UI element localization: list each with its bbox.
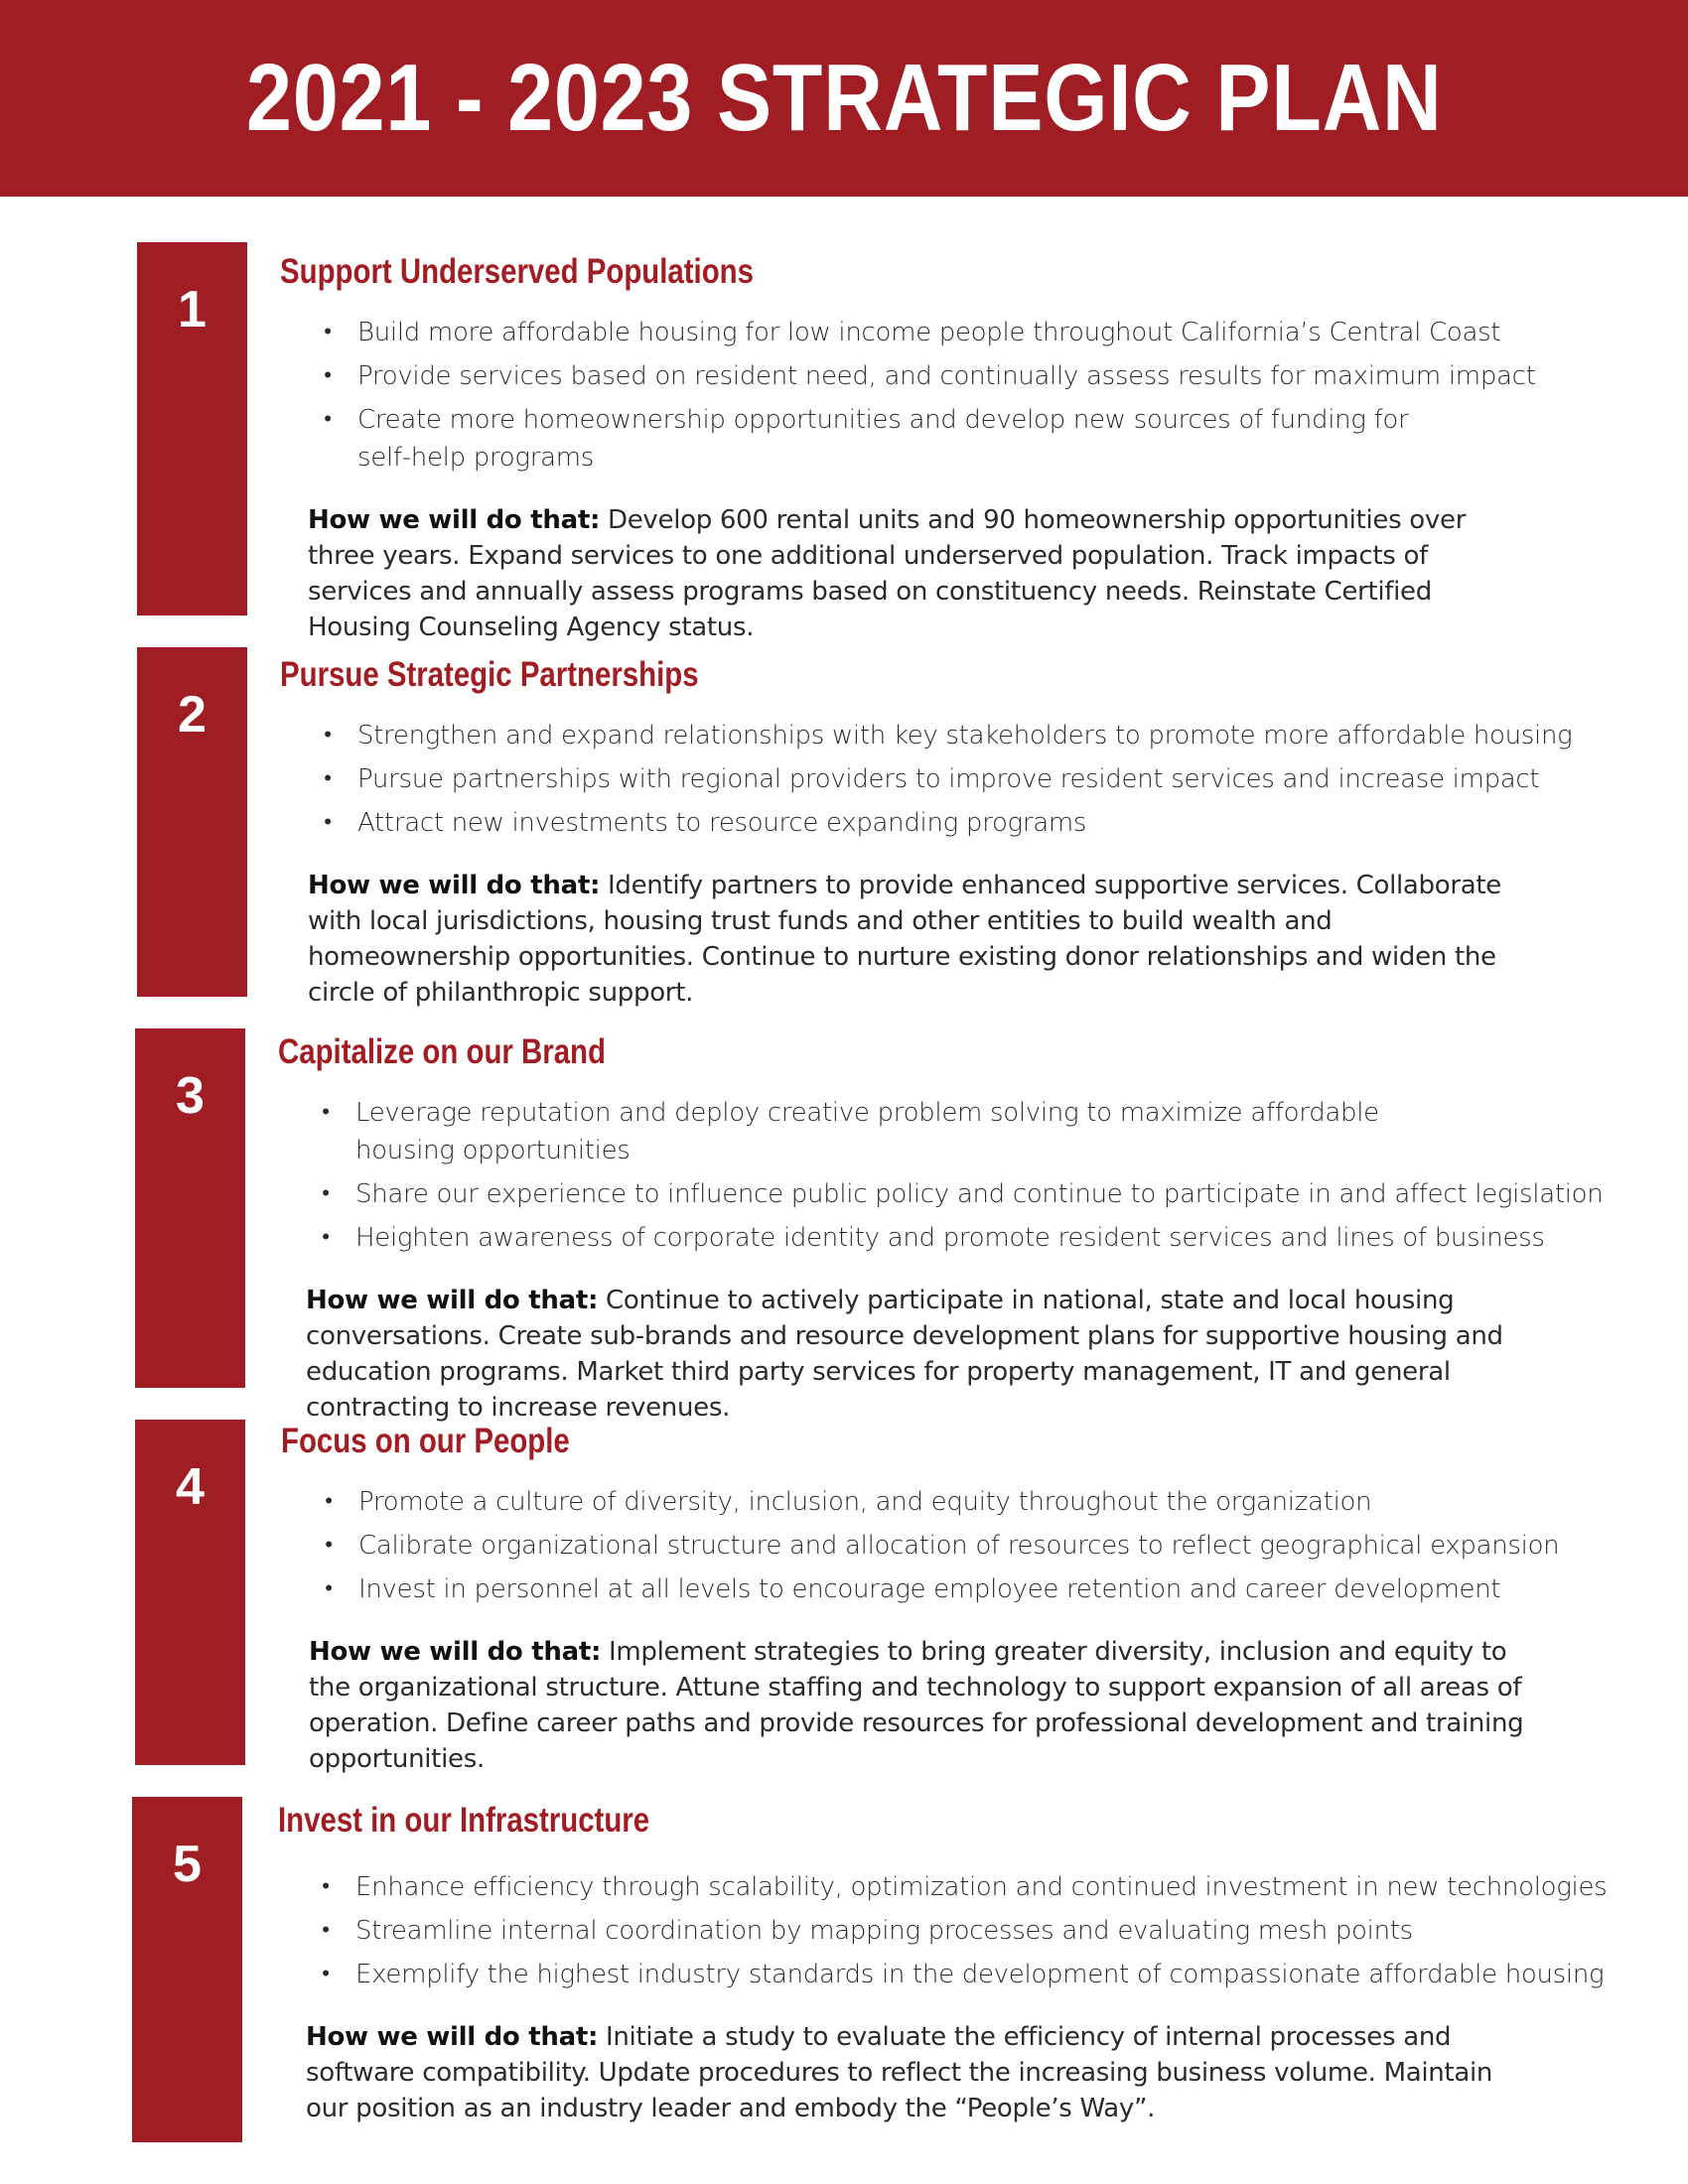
list-item: • Enhance efficiency through scalability, optimization and continued investment in new technologies [316, 1868, 1609, 1906]
list-item: • Provide services based on resident need, and continually assess results for maximum impact [318, 357, 1611, 395]
list-item: • Promote a culture of diversity, inclusion, and equity throughout the organization [319, 1483, 1612, 1521]
list-item: • Build more affordable housing for low income people throughout California’s Central Coast [318, 314, 1611, 351]
bullet-icon: • [325, 1533, 333, 1558]
bullet-list [281, 1483, 1612, 1608]
bullet-icon: • [322, 1918, 330, 1943]
how-paragraph: How we will do that: Initiate a study to evaluate the efficiency of internal processes and software compatibility. Update procedures to reflect the increasing business volume. Maintain our position as an industry leader and embody the “People’s Way”. [306, 2022, 1493, 2123]
section-content [278, 1030, 1609, 1426]
bullet-icon: • [324, 407, 332, 432]
section-number-bar: 5 [132, 1797, 242, 2142]
list-item: • Leverage reputation and deploy creative problem solving to maximize affordable housing opportunities [316, 1094, 1408, 1169]
how-label: How we will do that: [306, 1286, 599, 1315]
list-item: • Heighten awareness of corporate identity and promote resident services and lines of business [316, 1219, 1609, 1257]
bullet-icon: • [322, 1962, 330, 1986]
section-number-bar: 4 [135, 1420, 245, 1765]
section-title: Focus on our People [281, 1422, 570, 1460]
list-item: • Share our experience to influence public policy and continue to participate in and affect legislation [316, 1175, 1609, 1213]
section-content [281, 1420, 1612, 1777]
list-item: • Exemplify the highest industry standards in the development of compassionate affordable housing [316, 1956, 1609, 1993]
bullet-icon: • [322, 1225, 330, 1250]
section-title: Capitalize on our Brand [278, 1032, 606, 1071]
how-paragraph: How we will do that: Implement strategies to bring greater diversity, inclusion and equity to the organizational structure. Attune staffing and technology to support expansion of all areas of operation. Define career paths and provide resources for professional development and training opportunities. [309, 1637, 1524, 1774]
bullet-icon: • [322, 1874, 330, 1899]
bullet-icon: • [325, 1576, 333, 1601]
bullet-list [278, 1094, 1609, 1257]
list-item: • Create more homeownership opportunities and develop new sources of funding for self-help programs [318, 401, 1440, 477]
how-paragraph: How we will do that: Continue to actively participate in national, state and local housing conversations. Create sub-brands and resource development plans for supportive housing and education programs. Market third party services for property management, IT and general contracting to increase revenues. [306, 1286, 1503, 1423]
list-item: • Streamline internal coordination by mapping processes and evaluating mesh points [316, 1912, 1609, 1950]
section-number-bar: 2 [137, 647, 247, 997]
page-title: 2021 - 2023 STRATEGIC PLAN [245, 45, 1443, 151]
bullet-list [280, 717, 1611, 842]
bullet-icon: • [324, 766, 332, 791]
list-item: • Strengthen and expand relationships with key stakeholders to promote more affordable housing [318, 717, 1611, 754]
bullet-list [278, 1868, 1609, 1993]
section-number-bar: 1 [137, 242, 247, 615]
how-label: How we will do that: [306, 2022, 599, 2052]
section-title: Support Underserved Populations [280, 252, 755, 291]
list-item: • Pursue partnerships with regional providers to improve resident services and increase impact [318, 760, 1611, 798]
bullet-icon: • [324, 320, 332, 344]
how-paragraph: How we will do that: Develop 600 rental units and 90 homeownership opportunities over three years. Expand services to one additional underserved population. Track impacts of services and annually assess programs based on constituency needs. Reinstate Certified Housing Counseling Agency status. [308, 505, 1467, 642]
how-paragraph: How we will do that: Identify partners to provide enhanced supportive services. Collaborate with local jurisdictions, housing trust funds and other entities to build wealth and homeownership opportunities. Continue to nurture existing donor relationships and widen the circle of philanthropic support. [308, 871, 1501, 1008]
section-content [280, 250, 1611, 645]
section-title: Invest in our Infrastructure [278, 1801, 650, 1840]
bullet-icon: • [325, 1489, 333, 1514]
how-label: How we will do that: [308, 505, 601, 535]
list-item: • Calibrate organizational structure and allocation of resources to reflect geographical expansion [319, 1527, 1612, 1565]
section-title: Pursue Strategic Partnerships [280, 655, 699, 694]
bullet-icon: • [324, 810, 332, 835]
section-content [280, 653, 1611, 1011]
section-number-bar: 3 [135, 1028, 245, 1388]
bullet-list [280, 314, 1611, 477]
bullet-icon: • [322, 1181, 330, 1206]
bullet-icon: • [322, 1100, 330, 1125]
bullet-icon: • [324, 723, 332, 748]
list-item: • Invest in personnel at all levels to encourage employee retention and career development [319, 1570, 1612, 1608]
bullet-icon: • [324, 363, 332, 388]
header-banner [0, 0, 1688, 197]
how-label: How we will do that: [309, 1637, 602, 1667]
section-content [278, 1799, 1609, 2126]
how-label: How we will do that: [308, 871, 601, 900]
list-item: • Attract new investments to resource expanding programs [318, 804, 1611, 842]
